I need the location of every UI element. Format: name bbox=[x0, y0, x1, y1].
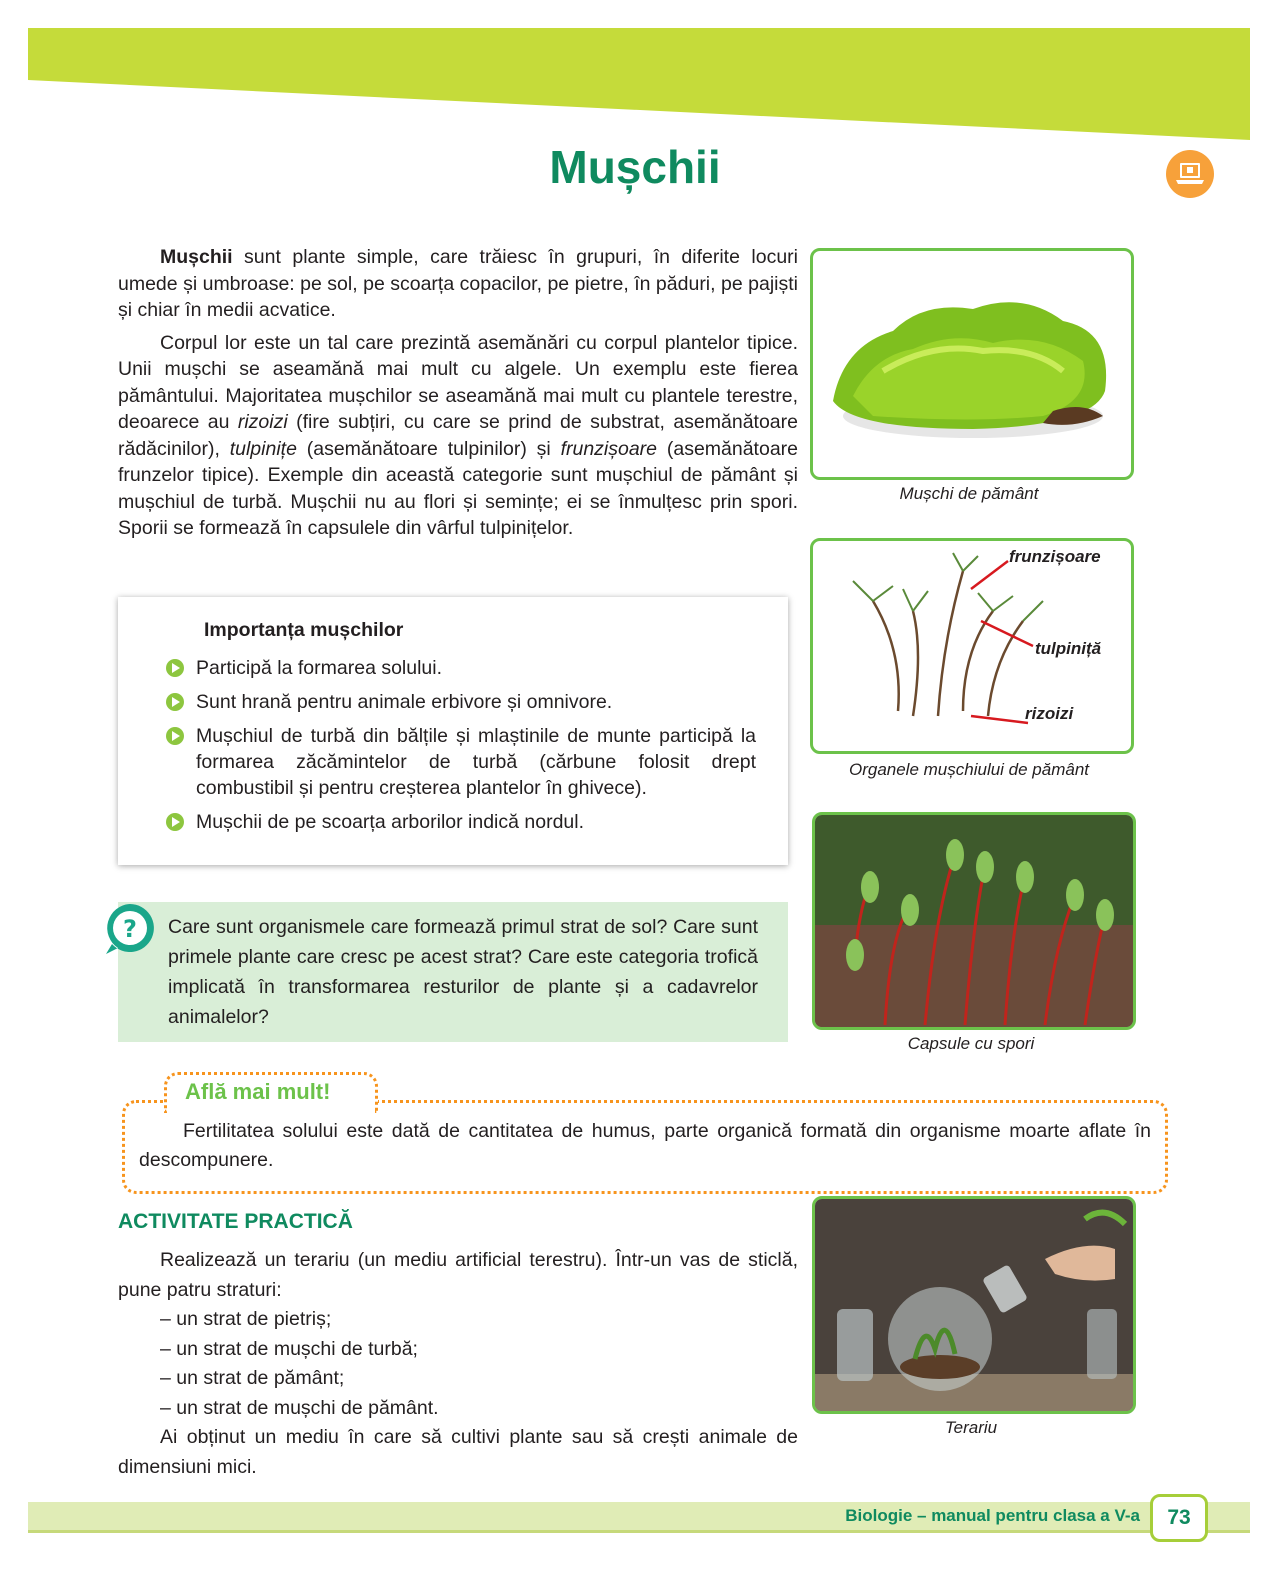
page-number: 73 bbox=[1150, 1494, 1208, 1542]
learn-more-text: Fertilitatea solului este dată de cantitatea de humus, parte organică formată din organisme moarte aflate în descompunere. bbox=[139, 1120, 1151, 1171]
terrarium-caption: Terariu bbox=[944, 1418, 998, 1437]
term-rizoizi: rizoizi bbox=[237, 411, 288, 433]
spore-capsules-photo bbox=[812, 812, 1136, 1030]
terrarium-photo bbox=[812, 1196, 1136, 1414]
label-tulpinita: tulpiniță bbox=[1035, 639, 1102, 658]
learn-more-label: Află mai mult! bbox=[185, 1079, 331, 1104]
label-frunzisoare: frunzișoare bbox=[1009, 547, 1101, 566]
activity-intro: Realizează un terariu (un mediu artificial terestru). Într-un vas de sticlă, pune patru straturi: bbox=[118, 1249, 798, 1301]
importance-item-text: Mușchiul de turbă din bălțile și mlaștinile de munte participă la formarea zăcămintelor de turbă (cărbune folosit drept combustibil și pentru creșterea plantelor în ghivece). bbox=[196, 725, 756, 799]
importance-item bbox=[166, 723, 756, 801]
activity-conclusion: Ai obținut un mediu în care să cultivi plante sau să crești animale de dimensiuni mici. bbox=[118, 1426, 798, 1478]
activity-layer: – un strat de mușchi de pământ. bbox=[160, 1396, 439, 1419]
question-box bbox=[118, 902, 788, 1042]
intro-p2-d: (asemănătoare frunzelor tipice). Exemple din această categorie sunt mușchiul de pământ și mușchiul de turbă. Mușchii nu au flori și semințe; ei se înmulțesc prin spori. Sporii se formează în capsulele din vârful tulpinițelor. bbox=[118, 437, 799, 539]
importance-item-text: Mușchii de pe scoarța arborilor indică nordul. bbox=[196, 811, 585, 833]
page-title: Mușchii bbox=[549, 141, 721, 193]
intro-text bbox=[118, 244, 798, 548]
terrarium-illustration bbox=[815, 1199, 1133, 1411]
importance-item-text: Sunt hrană pentru animale erbivore și omnivore. bbox=[196, 691, 613, 713]
laptop-icon[interactable] bbox=[1166, 150, 1214, 198]
activity-layer: – un strat de pietriș; bbox=[160, 1308, 332, 1330]
spore-capsules-illustration bbox=[815, 815, 1133, 1027]
importance-title: Importanța mușchilor bbox=[204, 619, 404, 641]
header-banner bbox=[0, 0, 1270, 150]
importance-item-text: Participă la formarea solului. bbox=[196, 657, 443, 679]
moss-organs-caption: Organele mușchiului de pământ bbox=[848, 760, 1090, 779]
play-bullet-icon bbox=[166, 693, 184, 711]
importance-item bbox=[166, 689, 756, 715]
spore-capsules-caption: Capsule cu spori bbox=[907, 1034, 1035, 1053]
importance-item bbox=[166, 809, 756, 835]
intro-p2-b: (fire subțiri, cu care se prind de substrat, asemănătoare rădăcinilor), bbox=[118, 411, 798, 460]
activity-layer: – un strat de pământ; bbox=[160, 1367, 345, 1389]
importance-box bbox=[118, 597, 788, 865]
term-tulpinite: tulpinițe bbox=[229, 437, 297, 460]
question-icon bbox=[102, 900, 158, 956]
intro-p2-c: (asemănătoare tulpinilor) și bbox=[296, 437, 561, 460]
importance-item bbox=[166, 655, 756, 681]
laptop-icon-glyph bbox=[1175, 161, 1205, 187]
play-bullet-icon bbox=[166, 727, 184, 745]
intro-paragraph-1 bbox=[118, 244, 798, 324]
learn-more-box bbox=[122, 1100, 1168, 1194]
question-text: Care sunt organismele care formează primul strat de sol? Care sunt primele plante care cresc pe acest strat? Care este categoria trofică implicată în transformarea resturilor de plante și a cadavrelor animalelor? bbox=[168, 916, 758, 1028]
activity-text bbox=[118, 1246, 798, 1482]
label-rizoizi: rizoizi bbox=[1025, 704, 1074, 723]
intro-term-muschii: Mușchii bbox=[160, 246, 233, 268]
moss-illustration bbox=[813, 251, 1131, 477]
footer-bar bbox=[28, 1502, 1250, 1533]
activity-title: ACTIVITATE PRACTICĂ bbox=[118, 1210, 353, 1233]
play-bullet-icon bbox=[166, 659, 184, 677]
intro-p2-a: Corpul lor este un tal care prezintă asemănări cu corpul plantelor tipice. Unii mușchi se aseamănă mai mult cu algele. Un exemplu este fierea pământului. Majoritatea mușchilor se aseamănă mai mult cu plantele terestre, deoarece au bbox=[118, 331, 798, 433]
moss-organs-diagram bbox=[810, 538, 1134, 754]
activity-layer: – un strat de mușchi de turbă; bbox=[160, 1337, 418, 1360]
term-frunzisoare: frunzișoare bbox=[560, 437, 658, 460]
importance-list bbox=[166, 655, 756, 843]
moss-photo bbox=[810, 248, 1134, 480]
learn-more-tab bbox=[164, 1072, 378, 1113]
svg-text:?: ? bbox=[123, 915, 137, 943]
play-bullet-icon bbox=[166, 813, 184, 831]
intro-paragraph-2 bbox=[118, 330, 798, 542]
intro-p1-text: sunt plante simple, care trăiesc în grupuri, în diferite locuri umede și umbroase: pe sol, pe scoarța copacilor, pe pietre, în păduri, pe pajiști și chiar în medii acvatice. bbox=[118, 246, 798, 321]
footer-text: Biologie – manual pentru clasa a V-a bbox=[845, 1506, 1140, 1525]
moss-caption: Mușchi de pământ bbox=[899, 484, 1039, 503]
